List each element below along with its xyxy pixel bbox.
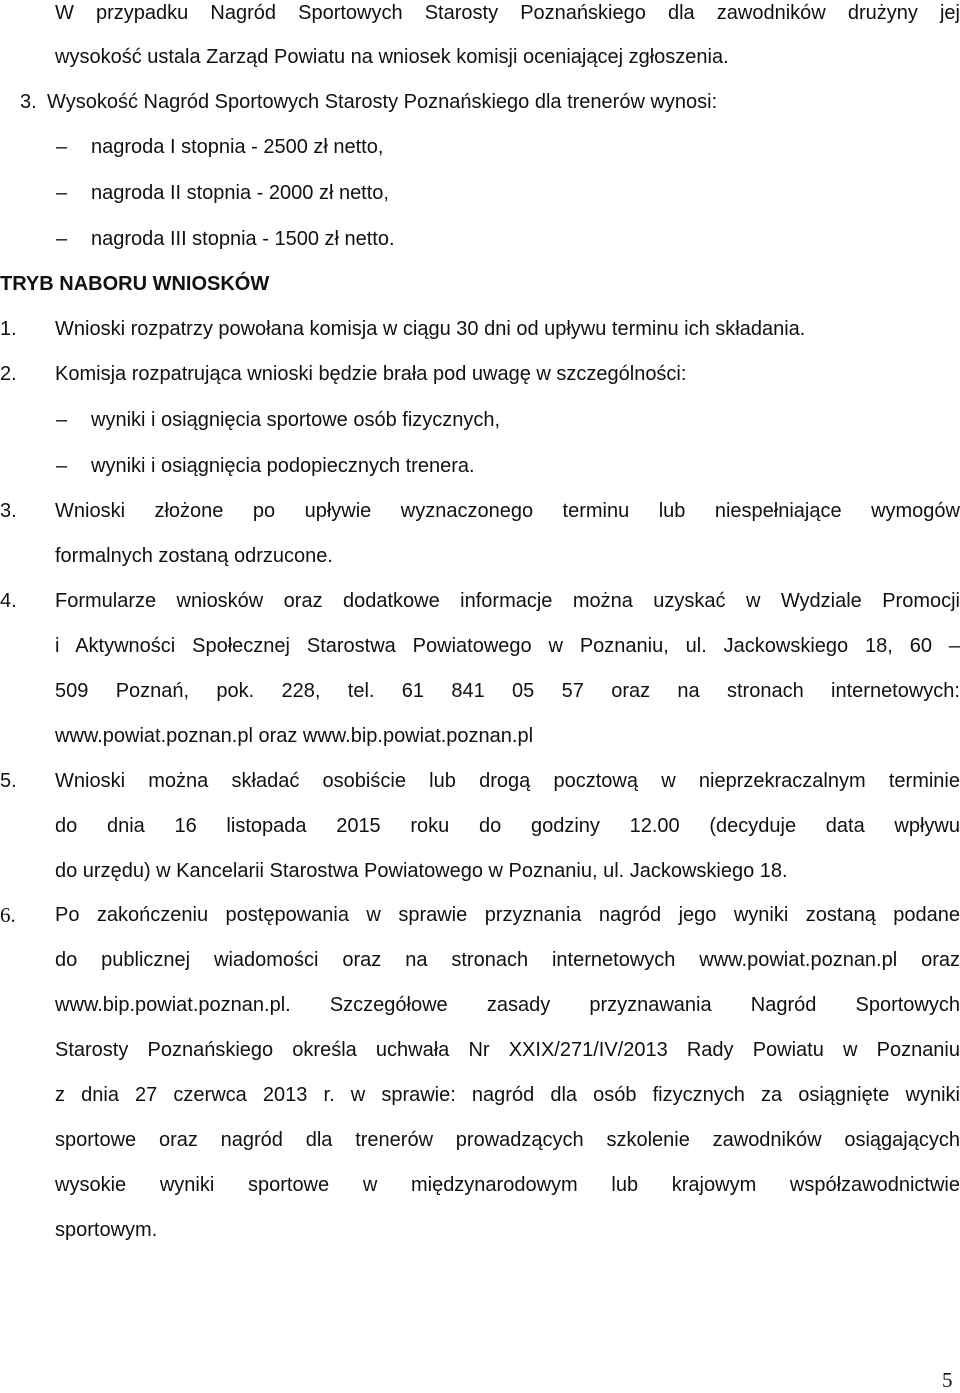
- bullet-text: wyniki i osiągnięcia sportowe osób fizycznych,: [91, 409, 501, 431]
- bullet-text: nagroda I stopnia - 2500 zł netto,: [91, 136, 384, 158]
- bullet-dash: –: [56, 455, 68, 477]
- text-line: Wnioski złożone po upływie wyznaczonego terminu lub niespełniające wymogów: [55, 500, 960, 522]
- list-number: 4.: [0, 590, 17, 612]
- list-number: 6.: [0, 903, 16, 927]
- text-line: wysokie wyniki sportowe w międzynarodowym lub krajowym współzawodnictwie: [55, 1174, 960, 1196]
- bullet-dash: –: [56, 136, 68, 158]
- list-number: 1.: [0, 318, 17, 340]
- bullet-dash: –: [56, 409, 68, 431]
- list-number: 5.: [0, 770, 17, 792]
- text-line: sportowe oraz nagród dla trenerów prowadzących szkolenie zawodników osiągających: [55, 1129, 960, 1151]
- text-line: Starosty Poznańskiego określa uchwała Nr XXIX/271/IV/2013 Rady Powiatu w Poznaniu: [55, 1039, 960, 1061]
- list-number: 2.: [0, 363, 17, 385]
- list-number: 3.: [0, 500, 17, 522]
- section-heading: TRYB NABORU WNIOSKÓW: [0, 273, 270, 295]
- text-line: sportowym.: [55, 1219, 158, 1241]
- text-line: 509 Poznań, pok. 228, tel. 61 841 05 57 oraz na stronach internetowych:: [55, 680, 960, 702]
- list-number: 3.: [20, 91, 37, 113]
- text-line: do urzędu) w Kancelarii Starostwa Powiatowego w Poznaniu, ul. Jackowskiego 18.: [55, 860, 788, 882]
- text-line: Komisja rozpatrująca wnioski będzie brała pod uwagę w szczególności:: [55, 363, 687, 385]
- text-line: z dnia 27 czerwca 2013 r. w sprawie: nagród dla osób fizycznych za osiągnięte wyniki: [55, 1084, 960, 1106]
- text-line: Wysokość Nagród Sportowych Starosty Poznańskiego dla trenerów wynosi:: [47, 91, 718, 113]
- bullet-text: nagroda II stopnia - 2000 zł netto,: [91, 182, 389, 204]
- text-line: i Aktywności Społecznej Starostwa Powiatowego w Poznaniu, ul. Jackowskiego 18, 60 –: [55, 635, 960, 657]
- text-line: Wnioski rozpatrzy powołana komisja w ciągu 30 dni od upływu terminu ich składania.: [55, 318, 806, 340]
- text-line: do publicznej wiadomości oraz na stronach internetowych www.powiat.poznan.pl oraz: [55, 949, 960, 971]
- text-line: www.bip.powiat.poznan.pl. Szczegółowe zasady przyznawania Nagród Sportowych: [55, 994, 960, 1016]
- text-line: do dnia 16 listopada 2015 roku do godziny 12.00 (decyduje data wpływu: [55, 815, 960, 837]
- text-line: Formularze wniosków oraz dodatkowe informacje można uzyskać w Wydziale Promocji: [55, 590, 960, 612]
- page-number: 5: [942, 1368, 953, 1392]
- bullet-dash: –: [56, 182, 68, 204]
- text-line: wysokość ustala Zarząd Powiatu na wniosek komisji oceniającej zgłoszenia.: [55, 46, 729, 68]
- text-line: Wnioski można składać osobiście lub drogą pocztową w nieprzekraczalnym terminie: [55, 770, 960, 792]
- bullet-text: nagroda III stopnia - 1500 zł netto.: [91, 228, 395, 250]
- text-line: www.powiat.poznan.pl oraz www.bip.powiat.poznan.pl: [55, 725, 534, 747]
- bullet-dash: –: [56, 228, 68, 250]
- text-line: formalnych zostaną odrzucone.: [55, 545, 333, 567]
- bullet-text: wyniki i osiągnięcia podopiecznych trenera.: [91, 455, 475, 477]
- text-line: Po zakończeniu postępowania w sprawie przyznania nagród jego wyniki zostaną podane: [55, 904, 960, 926]
- text-line: W przypadku Nagród Sportowych Starosty Poznańskiego dla zawodników drużyny jej: [55, 2, 960, 24]
